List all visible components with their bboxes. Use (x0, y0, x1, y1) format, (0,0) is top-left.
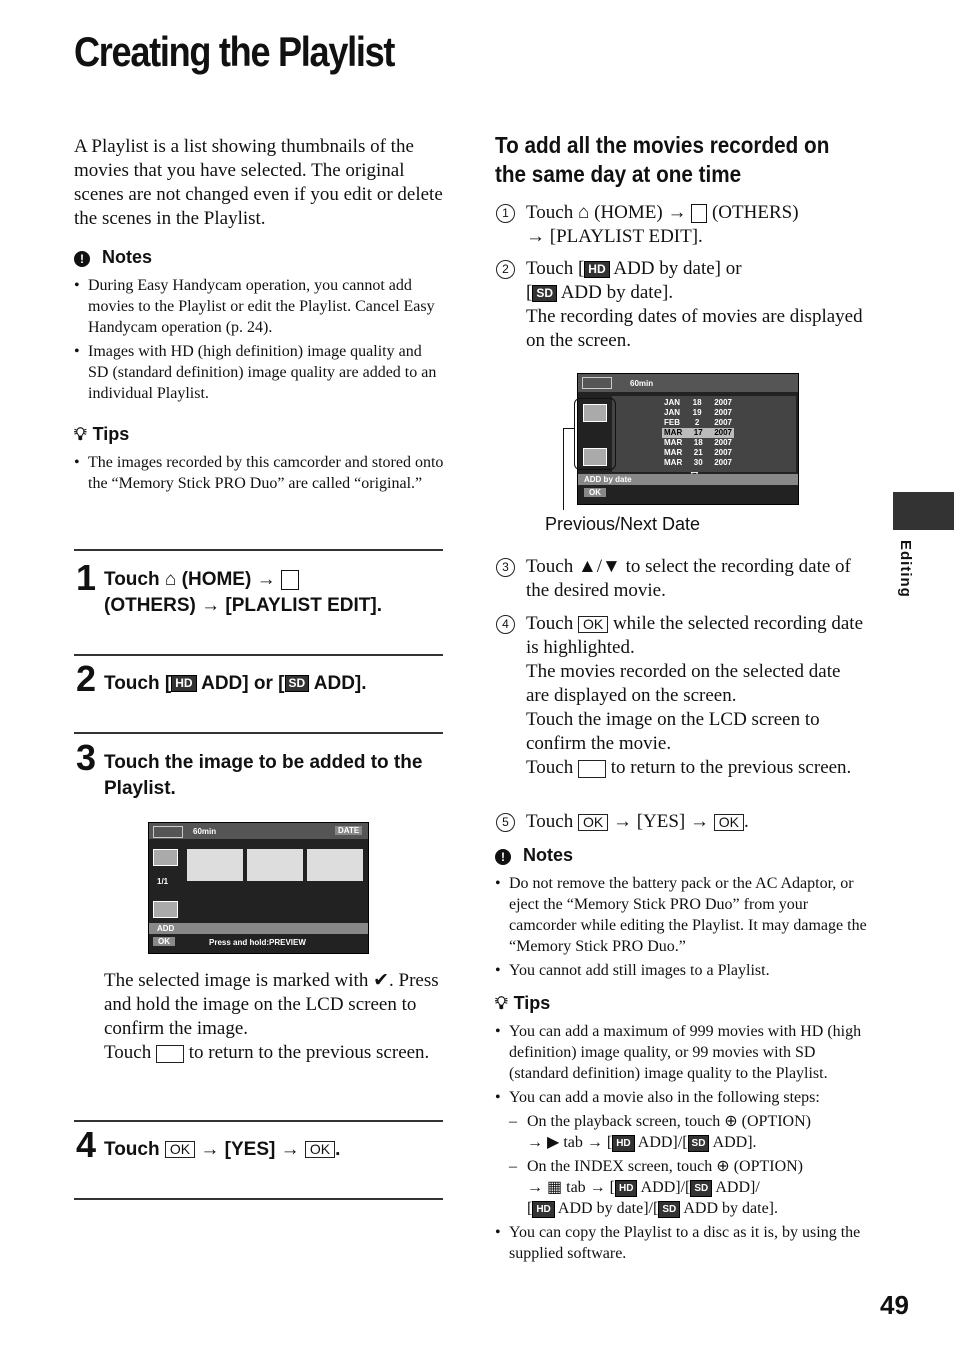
date-row[interactable] (662, 408, 734, 418)
step2-text (104, 671, 444, 697)
tips-header (495, 993, 550, 1014)
sd-icon: SD (658, 1201, 680, 1218)
step-text: . (335, 1139, 341, 1160)
date-part: MAR (664, 428, 683, 437)
date-part: 2 (694, 418, 700, 427)
lcd-capacity: 60min (193, 827, 217, 836)
tips-heading: Tips (92, 424, 130, 444)
step3-description (104, 969, 444, 1065)
step-number: 1 (496, 204, 515, 223)
home-icon: ⌂ (577, 202, 590, 223)
right-step-4 (502, 612, 866, 780)
callout-bracket (574, 398, 616, 470)
step-text: Touch ▲/▼ to select the recording date of the desired movie. (526, 556, 851, 601)
lcd-capacity: 60min (630, 379, 654, 388)
arrow-icon: → (690, 811, 710, 832)
hd-icon: HD (171, 675, 196, 692)
step-text: [YES] (636, 811, 686, 832)
lcd-add-bar (149, 923, 368, 934)
right-notes-list (495, 873, 867, 984)
return-icon (578, 760, 606, 778)
step-text: Touch (526, 757, 574, 778)
date-part: MAR (664, 438, 683, 447)
callout-line (563, 428, 564, 510)
step-text: ADD by date]/[ (557, 1200, 659, 1217)
step-text: ADD]/[ (637, 1134, 688, 1151)
lightbulb-icon: 💡︎ (495, 993, 508, 1013)
list-item: • You cannot add still images to a Playlist. (495, 960, 867, 981)
step-text: ADD by date]. (560, 282, 674, 303)
date-part: 19 (692, 408, 702, 417)
hd-icon: HD (584, 261, 609, 278)
others-icon (691, 204, 707, 223)
list-item: • The images recorded by this camcorder and stored onto the “Memory Stick PRO Duo” are called “original.” (74, 452, 444, 494)
step-number: 2 (496, 260, 515, 279)
others-icon (281, 570, 299, 590)
step4-text (104, 1137, 444, 1163)
step-text: tab (563, 1134, 583, 1151)
date-part: 2007 (714, 418, 732, 427)
ok-button[interactable]: OK (584, 488, 606, 497)
step-text: ADD by date]. (683, 1200, 778, 1217)
tips-heading: Tips (513, 993, 551, 1013)
notes-header (74, 247, 152, 268)
sub-item: – On the INDEX screen, touch ⊕ (OPTION) → ▦ tab → [ HD ADD]/[ SD ADD]/ [ HD ADD by date]/[ SD ADD by date]. (509, 1156, 867, 1219)
intro-text: A Playlist is a list showing thumbnails of the movies that you have selected. The original scenes are not changed even if you edit or delete the scenes in the Playlist. (74, 136, 443, 229)
arrow-icon: → (280, 1139, 300, 1160)
date-part: 2007 (714, 398, 732, 407)
option-icon: ⊕ (724, 1113, 738, 1130)
step-text: (OPTION) (741, 1113, 811, 1130)
ok-icon: OK (578, 814, 608, 831)
step-text: ADD] or [ (201, 673, 285, 694)
date-row[interactable] (662, 458, 734, 468)
callout-line (563, 428, 574, 429)
tips-header (74, 424, 129, 445)
arrow-icon: → (201, 595, 221, 616)
step-text: . (744, 811, 749, 832)
arrow-icon: → (667, 202, 687, 223)
ok-icon: OK (578, 616, 608, 633)
list-item: • Images with HD (high definition) image quality and SD (standard definition) image quality are added to an individual Playlist. (74, 341, 444, 404)
date-part: JAN (664, 398, 681, 407)
step-text: Touch (104, 1042, 152, 1063)
step-number: 2 (76, 658, 97, 699)
page-indicator: 1/1 (157, 877, 169, 886)
list-item (495, 1087, 867, 1219)
arrow-icon: → (256, 569, 276, 590)
ok-icon: OK (165, 1141, 195, 1158)
arrow-icon: → (527, 1134, 543, 1151)
notes-icon: ! (74, 251, 90, 267)
date-list (662, 398, 734, 468)
date-button[interactable]: DATE (335, 826, 362, 835)
arrow-icon: → (612, 811, 632, 832)
step-text: (OTHERS) (104, 595, 196, 616)
step-text: tab (566, 1179, 586, 1196)
ok-icon: OK (305, 1141, 335, 1158)
notes-heading: Notes (523, 845, 574, 865)
step-text: to return to the previous screen. (610, 757, 852, 778)
step-text: [YES] (224, 1139, 276, 1160)
ok-button[interactable]: OK (153, 937, 175, 946)
date-part: MAR (664, 458, 683, 467)
arrow-icon: → (527, 1179, 543, 1196)
date-row[interactable] (662, 428, 734, 438)
page-title: Creating the Playlist (74, 28, 395, 75)
ok-icon: OK (714, 814, 744, 831)
step-text: . Press and hold the image on the LCD screen to confirm the image. (104, 970, 439, 1039)
list-item: • You can copy the Playlist to a disc as it is, by using the supplied software. (495, 1222, 867, 1264)
divider (74, 1120, 443, 1122)
date-part: FEB (664, 418, 680, 427)
right-step-3 (502, 555, 866, 603)
divider (74, 549, 443, 551)
left-notes-list (74, 275, 444, 407)
step-text: [PLAYLIST EDIT]. (549, 226, 703, 247)
step-text: Touch (104, 1139, 160, 1160)
hd-icon: HD (612, 1135, 634, 1152)
return-icon[interactable] (582, 377, 612, 389)
step-text: [ (526, 282, 533, 303)
step-text: (HOME) (594, 202, 663, 223)
step-text: Touch (526, 202, 574, 223)
date-part: 2007 (714, 428, 732, 437)
step3-text: Touch the image to be added to the Playlist. (104, 752, 423, 799)
step-text: ADD by date] or (613, 258, 742, 279)
notes-header (495, 845, 573, 866)
arrow-icon: → (200, 1139, 220, 1160)
lcd-add-label: ADD (157, 924, 175, 933)
option-icon: ⊕ (716, 1158, 730, 1175)
notes-heading: Notes (102, 247, 153, 267)
notes-icon: ! (495, 849, 511, 865)
sd-icon: SD (285, 675, 310, 692)
step-text: ADD]. (712, 1134, 757, 1151)
date-part: 2007 (714, 458, 732, 467)
date-part: 30 (693, 458, 703, 467)
step-text: The selected image is marked with (104, 970, 369, 991)
date-part: 18 (692, 398, 702, 407)
date-part: 2007 (714, 448, 732, 457)
return-icon (156, 1045, 184, 1063)
step-text: (OPTION) (733, 1158, 804, 1175)
step-number: 5 (496, 813, 515, 832)
return-icon[interactable] (153, 826, 183, 838)
lcd-screen-add (148, 822, 369, 954)
divider (74, 1198, 443, 1200)
list-item: • During Easy Handycam operation, you cannot add movies to the Playlist or edit the Playlist. Cancel Easy Handycam operation (p. 24). (74, 275, 444, 338)
step-text: Touch [ (104, 673, 172, 694)
hd-icon: HD (532, 1201, 554, 1218)
step-text: while the selected recording date is highlighted. (526, 613, 864, 658)
checkmark-icon: ✔ (373, 970, 389, 991)
left-tips-list (74, 452, 444, 497)
step-text: [PLAYLIST EDIT]. (225, 595, 382, 616)
section-heading: To add all the movies recorded on the same day at one time (495, 132, 830, 187)
step-text: to return to the previous screen. (188, 1042, 430, 1063)
step-text: Touch (104, 569, 160, 590)
preview-hint: Press and hold:PREVIEW (209, 938, 306, 947)
step1-text (104, 567, 444, 619)
step-number: 4 (496, 615, 515, 634)
hd-icon: HD (615, 1180, 637, 1197)
thumbnail[interactable] (307, 849, 363, 881)
up-arrow-button[interactable] (153, 849, 178, 866)
step-number: 3 (496, 558, 515, 577)
date-row[interactable] (662, 398, 734, 408)
date-part: 18 (693, 438, 703, 447)
step-text: Touch the image on the LCD screen to confirm the movie. (526, 709, 820, 754)
date-part: 2007 (714, 438, 732, 447)
callout-caption: Previous/Next Date (545, 514, 701, 534)
divider (74, 732, 443, 734)
list-item: • Do not remove the battery pack or the AC Adaptor, or eject the “Memory Stick PRO Duo” from your camcorder while editing the Playlist. It may damage the “Memory Stick PRO Duo.” (495, 873, 867, 957)
date-part: 17 (693, 428, 703, 437)
date-part: 2007 (714, 408, 732, 417)
step-text: You can add a movie also in the following steps: (509, 1089, 820, 1106)
step-number: 1 (76, 557, 97, 598)
list-item: • You can add a maximum of 999 movies with HD (high definition) image quality, or 99 movies with SD (standard definition) image quality to the Playlist. (495, 1021, 867, 1084)
date-row[interactable] (662, 438, 734, 448)
step-text: On the INDEX screen, touch (527, 1158, 713, 1175)
step-text: Touch [ (526, 258, 585, 279)
thumbnail[interactable] (247, 849, 303, 881)
index-tab-icon: ▦ (547, 1179, 563, 1196)
step-text: The movies recorded on the selected date are displayed on the screen. (526, 661, 841, 706)
step-text: ADD]. (313, 673, 367, 694)
sub-item: – On the playback screen, touch ⊕ (OPTION) → ▶ tab → [ HD ADD]/[ SD ADD]. (509, 1111, 867, 1153)
section-tab (893, 492, 954, 530)
step-number: 4 (76, 1124, 97, 1165)
right-step-2 (502, 257, 866, 353)
step-text: (OTHERS) (711, 202, 799, 223)
step-text: The recording dates of movies are displayed on the screen. (526, 306, 863, 351)
date-part: JAN (664, 408, 681, 417)
lcd-add-by-date: ADD by date (584, 475, 632, 484)
step-text: (HOME) (181, 569, 252, 590)
play-tab-icon: ▶ (547, 1134, 560, 1151)
right-step-1 (502, 201, 866, 249)
date-row[interactable] (662, 448, 734, 458)
step-number: 3 (76, 737, 97, 778)
date-row[interactable] (662, 418, 734, 428)
page-number: 49 (880, 1290, 909, 1320)
step-text: Touch (526, 811, 574, 832)
right-step-5 (502, 810, 866, 834)
date-part: MAR (664, 448, 683, 457)
sd-icon: SD (688, 1135, 710, 1152)
divider (74, 654, 443, 656)
step-text: ADD]/[ (640, 1179, 691, 1196)
date-part: 21 (693, 448, 703, 457)
step-text: Touch (526, 613, 574, 634)
arrow-icon: → (586, 1134, 603, 1151)
section-label: Editing (897, 540, 914, 598)
step-text: On the playback screen, touch (527, 1113, 721, 1130)
lightbulb-icon: 💡︎ (74, 424, 87, 444)
arrow-icon: → (589, 1179, 606, 1196)
step-text: ADD]/ (715, 1179, 760, 1196)
home-icon: ⌂ (164, 569, 177, 590)
right-tips-list (495, 1021, 867, 1267)
arrow-icon: → (526, 226, 545, 247)
down-arrow-button[interactable] (153, 901, 178, 918)
sd-icon: SD (690, 1180, 712, 1197)
thumbnail[interactable] (187, 849, 243, 881)
sd-icon: SD (532, 285, 557, 302)
